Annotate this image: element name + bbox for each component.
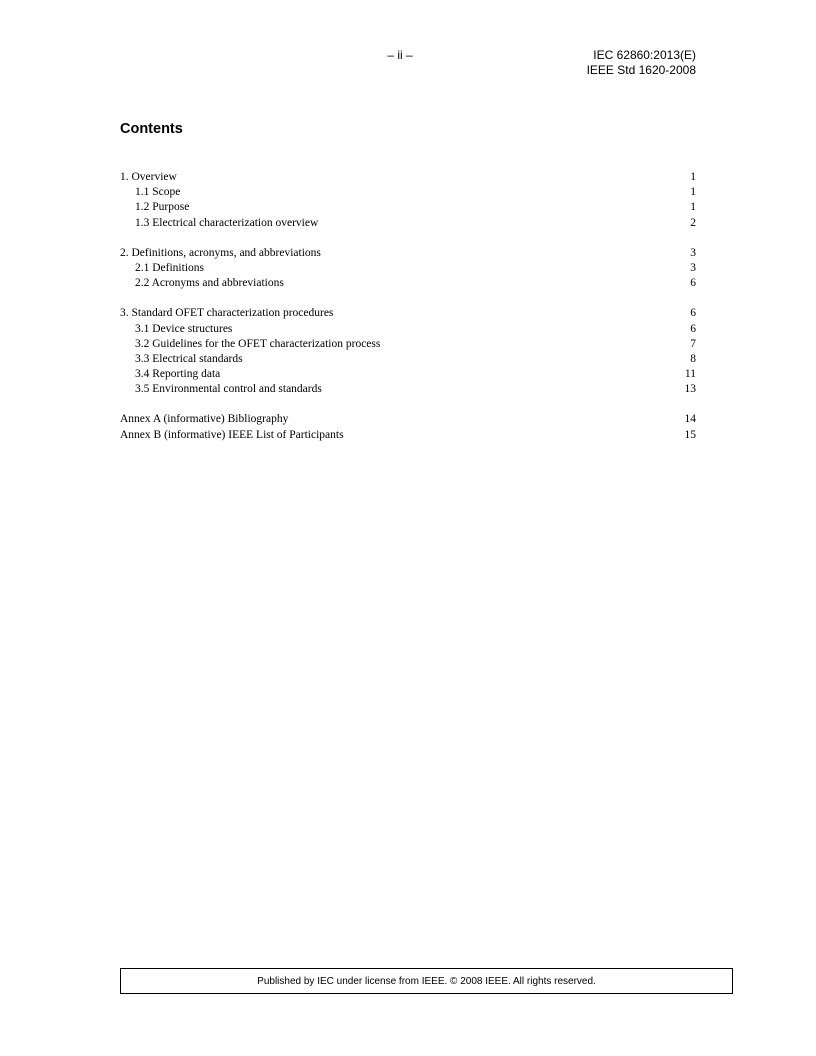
toc-entry-title: 1.3 Electrical characterization overview xyxy=(135,216,319,229)
toc-entry-page: 7 xyxy=(690,337,696,350)
toc-entry-title: Annex A (informative) Bibliography xyxy=(120,413,289,426)
toc-entry-standard-ofet-procedures[interactable] xyxy=(120,306,696,321)
toc-entry-title: 1. Overview xyxy=(120,171,177,183)
toc-entry-title: 3. Standard OFET characterization procedures xyxy=(120,307,334,320)
toc-group xyxy=(120,306,696,397)
toc-entry-purpose[interactable] xyxy=(120,200,696,215)
toc-entry-page: 3 xyxy=(690,246,696,259)
toc-entry-page: 2 xyxy=(690,216,696,229)
contents-title: Contents xyxy=(120,121,183,137)
toc-entry-electrical-standards[interactable] xyxy=(120,352,696,367)
toc-entry-title: 3.4 Reporting data xyxy=(135,368,221,381)
footer-copyright-text: Published by IEC under license from IEEE. © 2008 IEEE. All rights reserved. xyxy=(257,975,596,987)
toc-entry-page: 14 xyxy=(684,413,696,426)
toc-entry-title: 1.1 Scope xyxy=(135,186,181,199)
toc-group xyxy=(120,170,696,231)
toc-entry-definitions[interactable] xyxy=(120,261,696,276)
toc-entry-page: 15 xyxy=(684,428,696,441)
document-id-iec: IEC 62860:2013(E) xyxy=(593,48,696,62)
document-identifier xyxy=(587,48,696,78)
footer-copyright-box xyxy=(120,968,733,994)
table-of-contents xyxy=(120,170,696,458)
toc-group xyxy=(120,412,696,442)
toc-entry-annex-b[interactable] xyxy=(120,428,696,443)
toc-entry-page: 6 xyxy=(690,307,696,320)
toc-entry-title: Annex B (informative) IEEE List of Participants xyxy=(120,428,344,441)
toc-entry-page: 6 xyxy=(690,322,696,335)
toc-entry-title: 3.2 Guidelines for the OFET characterization process xyxy=(135,337,381,350)
toc-entry-electrical-characterization-overview[interactable] xyxy=(120,216,696,231)
toc-entry-title: 2.2 Acronyms and abbreviations xyxy=(135,277,284,290)
toc-entry-overview[interactable] xyxy=(120,170,696,185)
toc-entry-page: 3 xyxy=(690,261,696,274)
toc-entry-title: 3.3 Electrical standards xyxy=(135,352,243,365)
toc-entry-page: 1 xyxy=(690,171,696,183)
toc-entry-title: 3.5 Environmental control and standards xyxy=(135,383,322,396)
toc-entry-title: 2.1 Definitions xyxy=(135,261,204,274)
toc-entry-acronyms-abbreviations[interactable] xyxy=(120,276,696,291)
document-id-ieee: IEEE Std 1620-2008 xyxy=(586,63,696,77)
toc-entry-page: 13 xyxy=(684,383,696,396)
toc-entry-title: 3.1 Device structures xyxy=(135,322,233,335)
page-number: – ii – xyxy=(387,48,413,62)
toc-entry-page: 1 xyxy=(690,201,696,214)
toc-entry-scope[interactable] xyxy=(120,185,696,200)
toc-entry-page: 6 xyxy=(690,277,696,290)
toc-entry-page: 8 xyxy=(690,352,696,365)
toc-group xyxy=(120,246,696,292)
toc-entry-annex-a[interactable] xyxy=(120,412,696,427)
toc-entry-title: 2. Definitions, acronyms, and abbreviations xyxy=(120,246,321,259)
toc-entry-device-structures[interactable] xyxy=(120,322,696,337)
toc-entry-title: 1.2 Purpose xyxy=(135,201,190,214)
toc-entry-environmental-control[interactable] xyxy=(120,382,696,397)
toc-entry-definitions-acronyms-abbreviations[interactable] xyxy=(120,246,696,261)
toc-entry-guidelines-ofet[interactable] xyxy=(120,337,696,352)
toc-entry-reporting-data[interactable] xyxy=(120,367,696,382)
toc-entry-page: 11 xyxy=(684,368,696,381)
toc-entry-page: 1 xyxy=(690,186,696,199)
